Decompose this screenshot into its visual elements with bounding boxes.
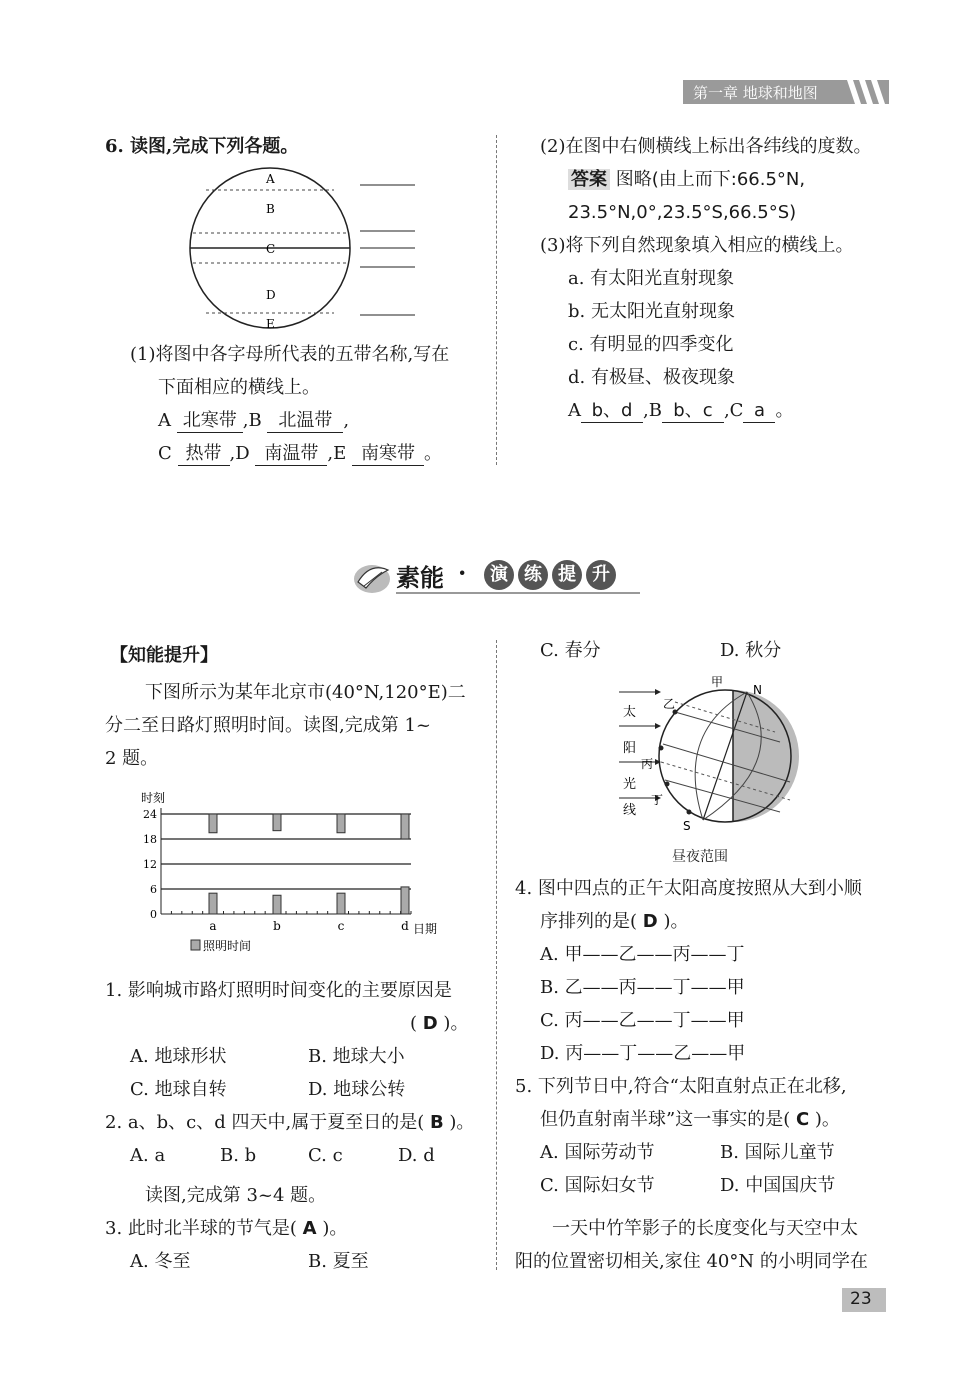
svg-text:光: 光 — [623, 777, 637, 792]
q1-option-b: B. 地球大小 — [308, 1046, 405, 1067]
globe-label-e: E — [266, 317, 275, 331]
answer-b: 北温带 — [267, 410, 343, 433]
x-tick-label: b — [273, 919, 281, 933]
q3-answer: A — [302, 1218, 317, 1239]
label-yi: 乙 — [663, 697, 676, 711]
q2-answer: B — [429, 1112, 444, 1133]
intro-line2: 分二至日路灯照明时间。读图,完成第 1~ — [105, 715, 431, 736]
leaf-logo-icon — [350, 552, 394, 598]
chart-xlabel: 日期 — [413, 922, 438, 936]
q6-fill-row3: A b、d ,B b、c ,C a 。 — [568, 400, 794, 421]
q1-answer: D — [422, 1013, 438, 1034]
answer-fill-c: a — [743, 400, 775, 423]
lighting-bar — [209, 814, 217, 833]
globe-label-d: D — [266, 288, 276, 302]
legend-swatch — [191, 940, 200, 950]
q5-answer: C — [795, 1109, 810, 1130]
q2-option-a: A. a — [130, 1145, 166, 1166]
paragraph-line1: 一天中竹竿影子的长度变化与天空中太 — [552, 1218, 858, 1239]
y-tick-label: 12 — [143, 858, 157, 871]
y-tick-label: 18 — [143, 833, 157, 846]
lighting-chart — [135, 786, 455, 961]
q4-option-c: C. 丙——乙——丁——甲 — [540, 1010, 745, 1031]
q1-paren: ( D )。 — [410, 1013, 469, 1034]
column-divider-bottom — [496, 640, 497, 1270]
answer-d: 南温带 — [255, 443, 327, 466]
q2-option-d: D. d — [398, 1145, 435, 1166]
x-tick-label: d — [401, 919, 409, 933]
q6-sub3: (3)将下列自然现象填入相应的横线上。 — [540, 235, 854, 256]
banner-underline — [396, 592, 640, 594]
q6-answer-line2: 23.5°N,0°,23.5°S,66.5°S) — [568, 202, 797, 223]
answer-a: 北寒带 — [177, 410, 243, 433]
q5-line2: 但仍直射南半球”这一事实的是( C )。 — [540, 1109, 840, 1130]
answer-c: 热带 — [178, 443, 230, 466]
q2-line: 2. a、b、c、d 四天中,属于夏至日的是( B )。 — [105, 1112, 475, 1133]
lighting-bar — [337, 893, 345, 914]
chart-ylabel: 时刻 — [141, 791, 166, 805]
q5-line1: 5. 下列节日中,符合“太阳直射点正在北移, — [515, 1076, 847, 1097]
globe-label-c: C — [266, 242, 276, 256]
option-b: b. 无太阳光直射现象 — [568, 301, 735, 322]
q6-sub1-line2: 下面相应的横线上。 — [158, 377, 320, 398]
read-prompt: 读图,完成第 3~4 题。 — [145, 1185, 327, 1206]
intro-line1: 下图所示为某年北京市(40°N,120°E)二 — [145, 682, 466, 703]
q4-option-a: A. 甲——乙——丙——丁 — [540, 944, 745, 965]
label-jia: 甲 — [711, 675, 724, 689]
column-divider-top — [496, 135, 497, 465]
q5-option-d: D. 中国国庆节 — [720, 1175, 836, 1196]
option-c: c. 有明显的四季变化 — [568, 334, 734, 355]
lighting-bar — [401, 814, 409, 839]
lighting-bar — [273, 814, 281, 831]
q1-option-c: C. 地球自转 — [130, 1079, 227, 1100]
y-tick-label: 6 — [150, 883, 157, 896]
page-number: 23 — [850, 1289, 872, 1309]
chapter-header — [683, 80, 889, 104]
q3-option-b: B. 夏至 — [308, 1251, 369, 1272]
q3-line: 3. 此时北半球的节气是( A )。 — [105, 1218, 348, 1239]
chapter-title: 第一章 地球和地图 — [693, 84, 818, 102]
x-tick-label: a — [209, 919, 217, 933]
figure-caption: 昼夜范围 — [672, 849, 728, 865]
q6-fill-row2: C 热带 ,D 南温带 ,E 南寒带 。 — [158, 443, 443, 464]
section-banner: 素能 · 演 练 提 升 — [350, 552, 640, 598]
q5-option-c: C. 国际妇女节 — [540, 1175, 655, 1196]
q6-fill-row1: A 北寒带 ,B 北温带 , — [158, 410, 350, 431]
label-ding: 丁 — [651, 793, 664, 807]
q4-answer: D — [642, 911, 658, 932]
answer-fill-b: b、c — [662, 400, 724, 423]
answer-fill-a: b、d — [581, 400, 643, 423]
lighting-bar — [273, 895, 281, 914]
globe-label-b: B — [266, 202, 275, 216]
svg-text:阳: 阳 — [623, 741, 637, 756]
banner-title: 素能 — [396, 564, 444, 592]
q4-option-d: D. 丙——丁——乙——甲 — [540, 1043, 746, 1064]
section-heading: 【知能提升】 — [110, 645, 218, 666]
q3-option-c: C. 春分 — [540, 640, 601, 661]
page-number-box — [842, 1288, 886, 1312]
x-tick-label: c — [337, 919, 345, 933]
q6-sub1-line1: (1)将图中各字母所代表的五带名称,写在 — [130, 344, 450, 365]
label-n: N — [753, 683, 762, 697]
q3-option-a: A. 冬至 — [130, 1251, 191, 1272]
q5-option-b: B. 国际儿童节 — [720, 1142, 835, 1163]
q3-option-d: D. 秋分 — [720, 640, 782, 661]
y-tick-label: 0 — [150, 908, 157, 921]
intro-line3: 2 题。 — [105, 748, 159, 769]
q4-line1: 4. 图中四点的正午太阳高度按照从大到小顺 — [515, 878, 862, 899]
q5-option-a: A. 国际劳动节 — [540, 1142, 655, 1163]
banner-dot: · — [458, 558, 467, 587]
q2-option-c: C. c — [308, 1145, 343, 1166]
stripes-icon — [843, 80, 889, 104]
option-d: d. 有极昼、极夜现象 — [568, 367, 735, 388]
lighting-bar — [209, 893, 217, 914]
answer-e: 南寒带 — [352, 443, 424, 466]
label-bing: 丙 — [641, 757, 654, 771]
globe-label-a: A — [266, 172, 275, 186]
option-a: a. 有太阳光直射现象 — [568, 268, 735, 289]
q2-option-b: B. b — [220, 1145, 257, 1166]
y-tick-label: 24 — [143, 808, 157, 821]
q6-sub2: (2)在图中右侧横线上标出各纬线的度数。 — [540, 136, 872, 157]
svg-text:线: 线 — [623, 803, 637, 818]
svg-text:太: 太 — [623, 705, 637, 720]
lighting-bar — [337, 814, 345, 833]
answer-tag: 答案 — [568, 169, 610, 190]
q1-line1: 1. 影响城市路灯照明时间变化的主要原因是 — [105, 980, 452, 1001]
lighting-bar — [401, 887, 409, 914]
q6-title: 6. 读图,完成下列各题。 — [105, 136, 299, 157]
paragraph-line2: 阳的位置密切相关,家住 40°N 的小明同学在 — [515, 1251, 868, 1272]
chart-legend: 照明时间 — [203, 939, 252, 953]
q1-option-d: D. 地球公转 — [308, 1079, 406, 1100]
q1-option-a: A. 地球形状 — [130, 1046, 227, 1067]
five-zones-globe — [180, 165, 430, 335]
q4-line2: 序排列的是( D )。 — [540, 911, 689, 932]
label-s: S — [683, 819, 691, 833]
q6-answer: 答案 图略(由上而下:66.5°N, — [568, 169, 805, 191]
q4-option-b: B. 乙——丙——丁——甲 — [540, 977, 745, 998]
day-night-globe — [615, 672, 805, 842]
